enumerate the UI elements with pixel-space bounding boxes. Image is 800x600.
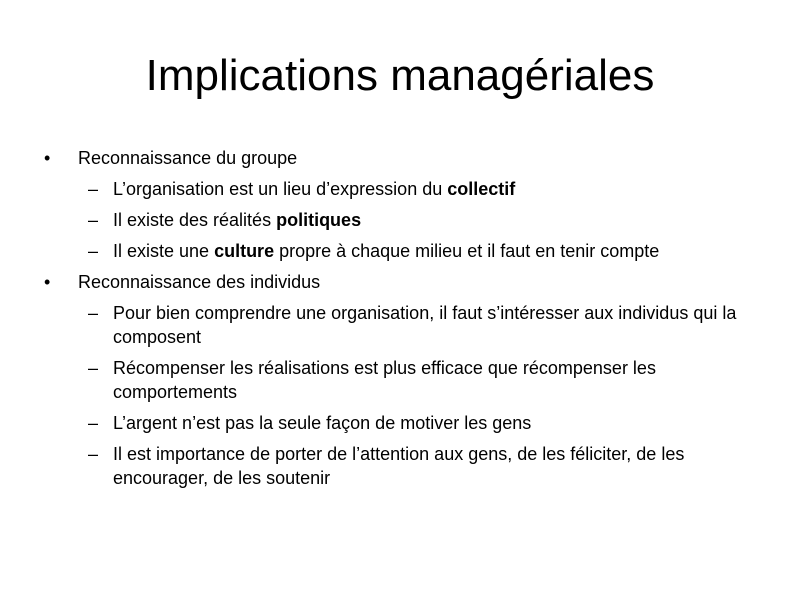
sub-bullet-text: Pour bien comprendre une organisation, il faut s’intéresser aux individus qui la composent bbox=[113, 303, 737, 347]
sub-bullet-argent bbox=[0, 411, 753, 435]
dash-marker: – bbox=[88, 303, 99, 323]
dash-marker: – bbox=[88, 179, 99, 199]
sub-bullet-text: Il est importance de porter de l’attention aux gens, de les féliciter, de les encourager, de les soutenir bbox=[113, 444, 685, 488]
dash-marker: – bbox=[88, 241, 99, 261]
bullet-item-individus bbox=[0, 270, 800, 294]
bold-keyword: culture bbox=[214, 241, 275, 261]
dash-marker: – bbox=[88, 444, 99, 464]
dash-marker: – bbox=[88, 358, 99, 378]
sub-bullet-text-after: propre à chaque milieu et il faut en tenir compte bbox=[274, 241, 660, 261]
sub-bullet-text: L’argent n’est pas la seule façon de motiver les gens bbox=[113, 413, 532, 433]
sub-bullet-culture bbox=[0, 239, 753, 263]
dash-marker: – bbox=[88, 413, 99, 433]
sub-bullet-comprendre bbox=[0, 301, 753, 349]
bullet-text: Reconnaissance du groupe bbox=[78, 148, 298, 168]
dash-marker: – bbox=[88, 210, 99, 230]
sub-bullet-text: L’organisation est un lieu d’expression du bbox=[113, 179, 448, 199]
sub-bullet-attention bbox=[0, 442, 753, 490]
sub-bullet-text: Il existe une bbox=[113, 241, 215, 261]
bullet-marker: • bbox=[44, 272, 51, 292]
bullet-marker: • bbox=[44, 148, 51, 168]
bullet-item-group bbox=[0, 146, 800, 170]
bullet-text: Reconnaissance des individus bbox=[78, 272, 321, 292]
bold-keyword: collectif bbox=[447, 179, 516, 199]
sub-bullet-text: Il existe des réalités bbox=[113, 210, 277, 230]
sub-bullet-politiques bbox=[0, 208, 753, 232]
bullet-list bbox=[0, 146, 800, 497]
sub-bullet-text: Récompenser les réalisations est plus efficace que récompenser les comportements bbox=[113, 358, 656, 402]
bold-keyword: politiques bbox=[276, 210, 362, 230]
sub-bullet-collectif bbox=[0, 177, 753, 201]
slide-title: Implications managériales bbox=[145, 51, 655, 100]
sub-bullet-recompenser bbox=[0, 356, 753, 404]
